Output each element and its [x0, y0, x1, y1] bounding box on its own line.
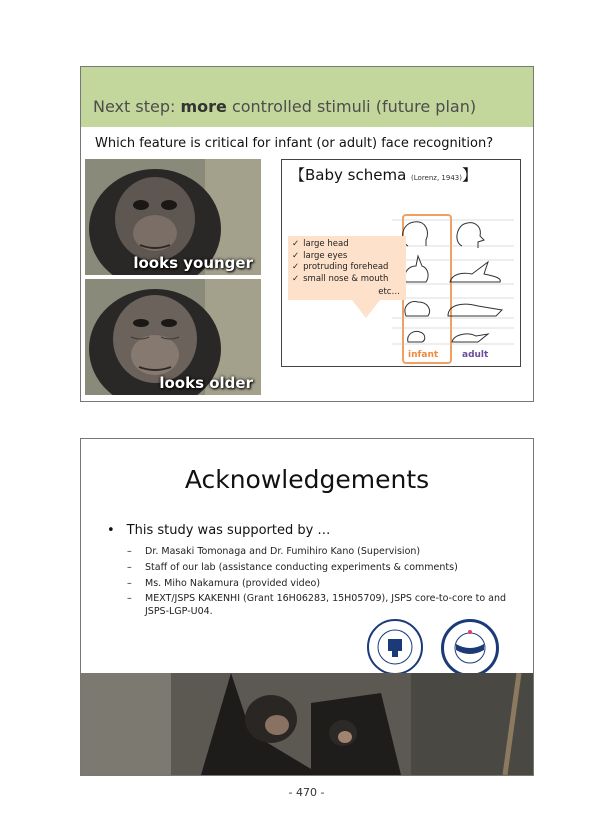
support-bullet: • This study was supported by …: [107, 523, 330, 538]
slide-acknowledgements: [80, 438, 534, 776]
label-adult: adult: [462, 350, 489, 360]
title-bold: more: [180, 97, 227, 116]
support-item: – MEXT/JSPS KAKENHI (Grant 16H06283, 15H05709), JSPS core-to-core to and JSPS-LGP-U04.: [127, 592, 517, 618]
bone-seal-icon: [444, 622, 496, 674]
support-item: – Dr. Masaki Tomonaga and Dr. Fumihiro Kano (Supervision): [127, 545, 517, 558]
support-item-text: Ms. Miho Nakamura (provided video): [145, 578, 321, 589]
label-infant: infant: [408, 350, 439, 360]
head-profile-drawings: [392, 216, 514, 348]
wildlife-research-center-logo: [441, 619, 499, 677]
chimps-photo-image: [81, 673, 533, 775]
support-item: – Staff of our lab (assistance conducting experiments & comments): [127, 561, 517, 574]
kyoto-university-logo: [367, 619, 423, 675]
kyoto-seal-icon: [369, 621, 421, 673]
schema-feature-list: [288, 236, 406, 285]
slide-title: [93, 97, 476, 116]
callout-tail: [352, 300, 380, 318]
adult-human-head-icon: [457, 223, 484, 248]
feature-etc: etc…: [378, 287, 400, 297]
slide-future-plan: [80, 66, 534, 402]
title-prefix: Next step:: [93, 97, 181, 116]
page-number: - 470 -: [288, 786, 325, 799]
schema-citation: (Lorenz, 1943): [411, 174, 462, 182]
feature-item: ✓ protruding forehead: [292, 262, 406, 274]
baby-schema-callout: [288, 236, 406, 300]
support-item-text: MEXT/JSPS KAKENHI (Grant 16H06283, 15H05709), JSPS core-to-core to and JSPS-LGP-U04.: [145, 593, 507, 617]
bracket-close: 】: [461, 166, 477, 184]
slide-title: Acknowledgements: [184, 465, 430, 494]
chimp-photo-younger: [85, 159, 261, 275]
support-item: – Ms. Miho Nakamura (provided video): [127, 577, 517, 590]
support-item-text: Dr. Masaki Tomonaga and Dr. Fumihiro Kano (Supervision): [145, 546, 421, 557]
support-item-text: Staff of our lab (assistance conducting experiments & comments): [145, 562, 458, 573]
schema-title: [290, 164, 477, 185]
baby-schema-panel: [281, 159, 521, 367]
title-suffix: controlled stimuli (future plan): [226, 97, 477, 116]
caption-older: looks older: [159, 374, 253, 392]
feature-item: ✓ large head: [292, 239, 406, 251]
feature-item: ✓ small nose & mouth: [292, 274, 406, 286]
infant-human-head-icon: [403, 222, 428, 246]
chimpanzee-mother-infant-photo: [81, 673, 533, 775]
bracket-open: 【: [290, 166, 306, 184]
chimp-photo-older: [85, 279, 261, 395]
research-question: Which feature is critical for infant (or adult) face recognition?: [95, 136, 494, 151]
feature-item: ✓ large eyes: [292, 251, 406, 263]
schema-title-text: Baby schema: [305, 166, 412, 184]
caption-younger: looks younger: [133, 254, 253, 272]
slide-header: [81, 67, 533, 127]
